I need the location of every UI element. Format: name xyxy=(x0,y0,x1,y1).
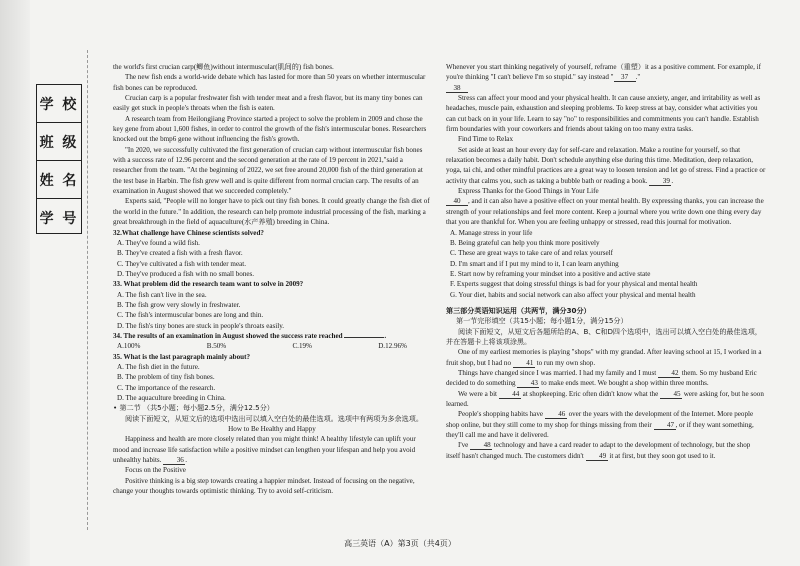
question-32: 32.What challenge have Chinese scientists solved? xyxy=(113,228,264,237)
passage-text-span: Whenever you start thinking negatively of yourself, reframe（重塑）it as a positive comment. For example, if you're thinking "I can't believe I'm so stupid." say instead " xyxy=(446,63,761,82)
passage-text xyxy=(446,440,766,461)
passage-text-span: I've xyxy=(458,441,469,450)
subheading: Focus on the Positive xyxy=(125,466,186,475)
option: D. I'm smart and if I put my mind to it, I can learn anything xyxy=(450,259,619,268)
passage-text: A research team from Heilongjiang Province started a project to solve the problem in 2009 and chose the key gene from about 1,600 fishes, in order to control the growth of the fish's intermuscular bones. Researchers knocked out the bmp6 gene without influencing the fish's growth. xyxy=(113,114,427,144)
option: A. The fish diet in the future. xyxy=(117,362,200,371)
passage-text-span: were asking for, but he soon learned. xyxy=(446,389,764,408)
blank-47: 47 xyxy=(654,421,676,430)
passage-text xyxy=(446,347,766,368)
passage-text: The new fish ends a world-wide debate which has lasted for more than 50 years on whether intermuscular fish bones can be reproduced. xyxy=(113,73,426,92)
option: C. They've cultivated a fish with tender meat. xyxy=(117,259,246,268)
blank-39: 39 xyxy=(649,177,671,186)
option: B. The problem of tiny fish bones. xyxy=(117,373,215,382)
student-number-label: 学 号 xyxy=(39,210,79,227)
blank-36: 36 xyxy=(163,456,185,465)
passage-text-span: Set aside at least an hour every day for self-care and relaxation. Make a routine for yourself, so that relaxation becomes a daily habit. Don't schedule anything else during this time. Meditation, deep relaxation, yoga, tai chi, and other mindful practices are a great way to loosen tension and let go of stress. Find a practice or activity that calms you, such as taking a bubble bath or reading a book. xyxy=(446,145,766,185)
option: B. Being grateful can help you think more positively xyxy=(450,238,600,247)
option: B. They've created a fish with a fresh flavor. xyxy=(117,249,243,258)
section-heading: 第一节完形填空（共15小题；每小题1分，满分15分） xyxy=(456,316,628,326)
passage-text-span: , and it can also have a positive effect on your mental health. By expressing thanks, you can increase the strength of your relationships and feel more content. Keep a journal where you write down one thing every day that you are thankful for. When you are feeling unhappy or stressed, read this journal for motivation. xyxy=(446,197,764,227)
passage-text: Positive thinking is a big step towards creating a happier mindset. Instead of focusing on the negative, change your thoughts towards optimistic thinking. Try to avoid self-criticism. xyxy=(113,476,415,496)
passage-text: "In 2020, we successfully cultivated the first generation of crucian carp without intermuscular fish bones with a success rate of 12.96 percent and the second generation at the rate of 19 percent in 2021,"said a researcher from the team. "At the beginning of 2022, we set free around 20,000 fish of the third generation at the test base in Harbin. The fish grew well and is quite different from normal crucian carp. The results of an examination in August showed that we succeeded completely." xyxy=(113,145,423,196)
left-column xyxy=(113,62,431,496)
passage-text: Set aside at least an hour every day for self-care and relaxation. Make a routine for yourself, so that relaxation becomes a daily habit. Don't schedule anything else during this time. Meditation, deep relaxation, yoga, tai chi, and other mindful practices are a great way to loosen tension and let go of stress. Find a practice or activity that calms you, such as taking a bubble bath or reading a book. 39. xyxy=(446,145,766,185)
blank-38: 38 xyxy=(446,84,468,93)
passage-text-span: , or if they want something, they'll call me and have it delivered. xyxy=(446,420,754,440)
blank-37: 37 xyxy=(614,73,636,82)
option: D. They've produced a fish with no small bones. xyxy=(117,269,255,278)
blank-45: 45 xyxy=(660,390,682,399)
option: C.19% xyxy=(292,342,312,351)
passage-text-span: to run my own shop. xyxy=(536,358,596,367)
passage-text xyxy=(446,83,766,93)
option: C. These are great ways to take care of and relax yourself xyxy=(450,249,613,258)
blank-42: 42 xyxy=(658,369,680,378)
passage-title: How to Be Healthy and Happy xyxy=(228,425,316,434)
option: F. Experts suggest that doing stressful things is bad for your physical and mental health xyxy=(450,280,698,289)
page-edge-shadow xyxy=(0,0,30,566)
part-heading: 第三部分英语知识运用（共两节，满分30分） xyxy=(446,305,591,315)
option: G. Your diet, habits and social network can also affect your physical and mental health xyxy=(450,290,696,299)
blank-41: 41 xyxy=(513,359,535,368)
passage-text: Happiness and health are more closely related than you might think! A healthy lifestyle can uplift your mood and increase life satisfaction while a positive mindset can lengthen your lifespan and help you avoid unhealthy habits. 36. xyxy=(113,435,416,465)
passage-text: Whenever you start thinking negatively of yourself, reframe（重塑）it as a positive comment. For example, if you're thinking "I can't believe I'm so stupid." say instead " 37 ." xyxy=(446,63,761,82)
options-row xyxy=(113,341,431,351)
question-33: 33. What problem did the research team want to solve in 2009? xyxy=(113,280,304,289)
question-34-text: 34. The results of an examination in August showed the success rate reached xyxy=(113,331,343,340)
passage-text-span: them. So my husband Eric decided to do something xyxy=(446,368,757,388)
passage-text: Stress can affect your mood and your physical health. It can cause anxiety, anger, and irritability as well as headaches, muscle pain, exhaustion and sleeping problems. To keep stress at bay, consider what activities you can cut back on in your life. Learn to say "no" to responsibilities and commitments you can't handle. Establish firm boundaries with your coworkers and friends about taking on too many extra tasks. xyxy=(446,94,761,134)
option: A. Manage stress in your life xyxy=(450,228,533,237)
subheading: Express Thanks for the Good Things in Your Life xyxy=(458,187,599,196)
option: D.12.96% xyxy=(378,342,407,351)
passage-text xyxy=(446,368,766,389)
school-label: 学 校 xyxy=(37,85,81,123)
option: D. The fish's tiny bones are stuck in people's throats easily. xyxy=(117,321,285,330)
answer-blank xyxy=(344,337,384,338)
section-instructions: 阅读下面短文，从短文后各题所给的A、B、C和D四个选项中，选出可以填入空白处的最佳选项，并在答题卡上将该项涂黑。 xyxy=(446,326,762,346)
passage-text: Crucian carp is a popular freshwater fish with tender meat and a fresh flavor, but its many tiny bones can easily get stuck in people's throats when the fish is eaten. xyxy=(113,94,423,113)
right-column xyxy=(446,62,766,461)
option: A. They've found a wild fish. xyxy=(117,238,200,247)
option: B. The fish grow very slowly in freshwater. xyxy=(117,300,241,309)
page-footer: 高三英语（A）第3页（共4页） xyxy=(344,539,456,548)
option: A. The fish can't live in the sea. xyxy=(117,290,207,299)
section-heading: • 第二节 （共5小题；每小题2.5分，满分12.5分） xyxy=(113,403,274,413)
option: C. The importance of the research. xyxy=(117,383,216,392)
subheading: Find Time to Relax xyxy=(458,135,513,144)
passage-text xyxy=(446,196,766,227)
question-35: 35. What is the last paragraph mainly about? xyxy=(113,352,251,361)
student-info-box xyxy=(36,84,82,234)
option: E. Start now by reframing your mindset into a positive and active state xyxy=(450,269,651,278)
option: C. The fish's intermuscular bones are long and thin. xyxy=(117,311,264,320)
binding-line xyxy=(87,50,88,530)
section-instructions: 阅读下面短文，从短文后的选项中选出可以填入空白处的最佳选项。选项中有两项为多余选项。 xyxy=(125,413,423,423)
passage-text-span: it at first, but they soon got used to it. xyxy=(609,451,716,460)
passage-text-span: to make ends meet. We bought a shop within three months. xyxy=(541,379,709,388)
passage-text-span: We were a bit xyxy=(458,389,498,398)
blank-44: 44 xyxy=(499,390,521,399)
passage-text: Experts said, "People will no longer have to pick out tiny fish bones. It could greatly change the fish diet of the world in the future." In addition, the research can help promote industrial processing of the fish, marking a great breakthrough in the field of aquaculture(水产养殖) breeding in China. xyxy=(113,197,430,227)
blank-43: 43 xyxy=(517,379,539,388)
option: D. The aquaculture breeding in China. xyxy=(117,394,226,402)
passage-text xyxy=(446,389,766,410)
passage-text xyxy=(446,409,766,440)
passage-text-span: Things have changed since I was married. I had my family and I must xyxy=(458,368,657,377)
option: A.100% xyxy=(117,342,141,351)
passage-text-span: Happiness and health are more closely related than you might think! A healthy lifestyle can uplift your mood and increase life satisfaction while a positive mindset can lengthen your lifespan and help you avoid unhealthy habits. xyxy=(113,435,416,465)
passage-text-span: over the years with the development of the Internet. More people shop online, but they still come to my shop for things missing from their xyxy=(446,410,754,429)
blank-48: 48 xyxy=(470,441,492,450)
blank-49: 49 xyxy=(586,452,608,461)
class-label: 班 级 xyxy=(37,123,81,161)
name-label: 姓 名 xyxy=(37,161,81,199)
passage-text-span: People's shopping habits have xyxy=(458,410,544,419)
passage-text: the world's first crucian carp(鲫鱼)without intermuscular(肌间的) fish bones. xyxy=(113,63,334,71)
passage-text-span: technology and have a card reader to adapt to the development of technology, but the shop itself hasn't changed much. The customers didn't xyxy=(446,441,751,460)
question-34: 34. The results of an examination in August showed the success rate reached . xyxy=(113,331,387,340)
passage-text-span: One of my earliest memories is playing "shops" with my grandad. After leaving school at 15, I worked in a fruit shop, but I had no xyxy=(446,348,762,367)
blank-46: 46 xyxy=(545,410,567,419)
passage-text-span: at shopkeeping. Eric often didn't know what the xyxy=(522,389,659,398)
option: B.50% xyxy=(206,342,227,351)
blank-40: 40 xyxy=(446,197,468,206)
